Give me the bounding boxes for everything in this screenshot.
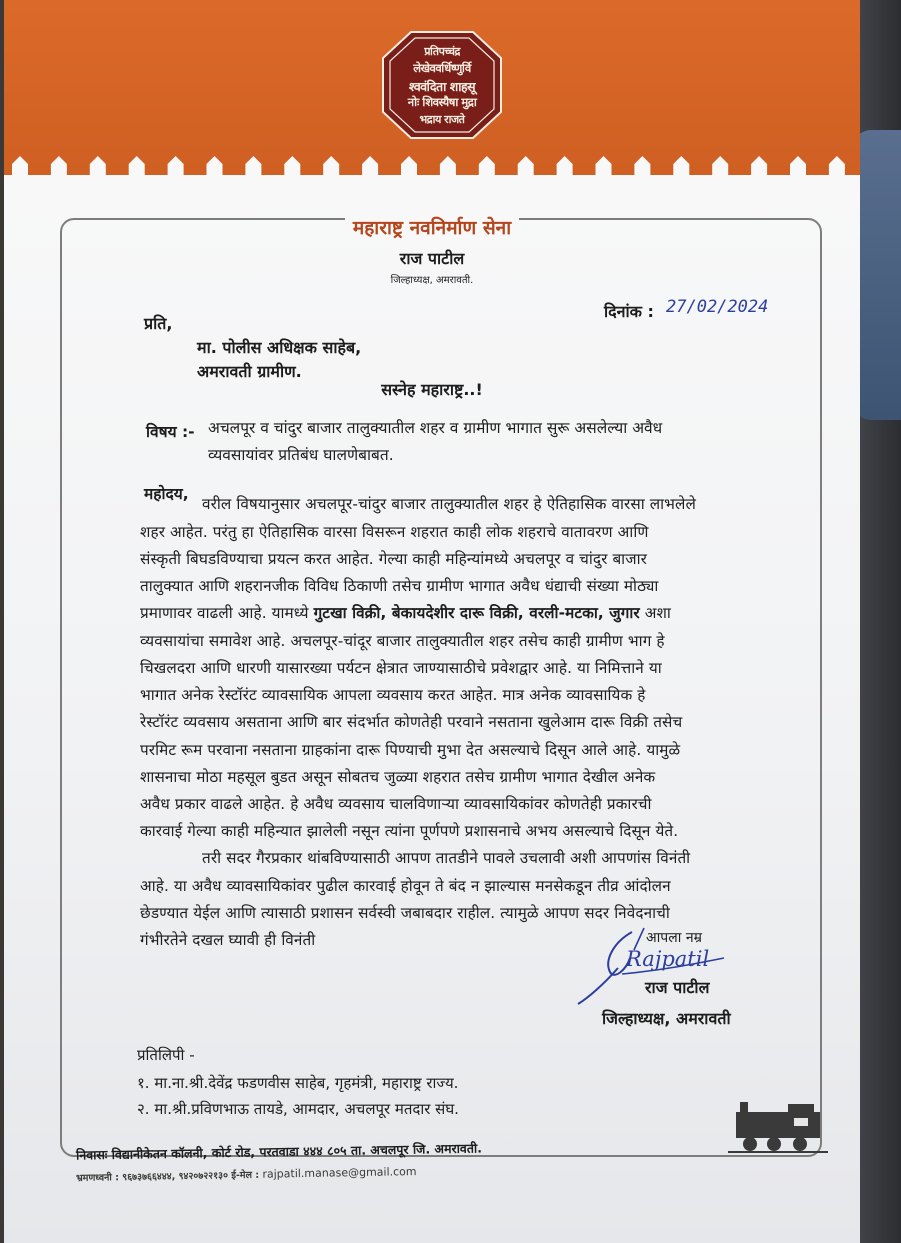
highlighted-text: गुटखा विक्री, बेकायदेशीर दारू विक्री, वरली-मटका, जुगार	[313, 604, 640, 622]
closing-phrase: आपला नम्र	[646, 930, 702, 946]
seal-text-line: प्रतिपच्चंद्र	[424, 45, 460, 58]
body-line: शासनाचा मोठा महसूल बुडत असून सोबतच जुळ्या शहरात तसेच ग्रामीण भागात देखील अनेक	[140, 768, 656, 786]
subject-text: अचलपूर व चांदुर बाजार तालुक्यातील शहर व ग्रामीण भागात सुरू असलेल्या अवैध	[208, 419, 663, 437]
body-line: अवैध प्रकार वाढले आहेत. हे अवैध व्यवसाय चालविणाऱ्या व्यावसायिकांवर कोणतेही प्रकारची	[140, 795, 652, 813]
seal-text-line: नोः शिवस्यैषा मुद्रा	[407, 95, 477, 109]
body-line: आहे. या अवैध व्यावसायिकांवर पुढील कारवाई होवून ते बंद न झाल्यास मनसेकडून तीव्र आंदोलन	[140, 877, 671, 895]
background-fabric	[853, 130, 901, 420]
sender-name: राज पाटील	[399, 249, 465, 268]
body-line: भागात अनेक रेस्टॉरंट व्यावसायिक आपला व्यवसाय करत आहेत. मात्र अनेक व्यावसायिक हे	[140, 686, 646, 704]
signature-text: Rajpatil	[626, 947, 710, 971]
body-line: तालुक्यात आणि शहरानजीक विविध ठिकाणी तसेच ग्रामीण भागात अवैध धंद्याची संख्या मोठ्या	[140, 577, 659, 595]
salutation: महोदय,	[144, 485, 189, 503]
body-line: गंभीरतेने दखल घ्यावी ही विनंती	[140, 931, 316, 949]
railway-engine-icon	[726, 1098, 830, 1154]
body-line: तरी सदर गैरप्रकार थांबविण्यासाठी आपण तातडीने पावले उचलावी अशी आपणांस विनंती	[202, 849, 691, 867]
greeting: सस्नेह महाराष्ट्र..!	[381, 380, 483, 399]
body-line: परमिट रूम परवाना नसताना ग्राहकांना दारू पिण्याची मुभा देत असल्याचे दिसून आले आहे. यामुळे	[140, 741, 681, 759]
subject-text: व्यवसायांवर प्रतिबंध घालणेबाबत.	[208, 446, 394, 464]
body-line: प्रमाणावर वाढली आहे. यामध्ये गुटखा विक्री, बेकायदेशीर दारू विक्री, वरली-मटका, जुगार अशा	[140, 604, 671, 622]
body-line: वरील विषयानुसार अचलपूर-चांदुर बाजार तालुक्यातील शहर हे ऐतिहासिक वारसा लाभलेले	[202, 495, 696, 513]
date-label: दिनांक :	[604, 302, 654, 321]
seal-text-line: श्ववंदिता शाहसू	[408, 79, 476, 94]
signoff-name: राज पाटील	[645, 978, 710, 997]
body-line: चिखलदरा आणि धारणी यासारख्या पर्यटन क्षेत्रात जाण्यासाठीचे प्रवेशद्वार आहे. या निमित्ताने या	[140, 659, 662, 677]
copy-list-item: १. मा.ना.श्री.देवेंद्र फडणवीस साहेब, गृहमंत्री, महाराष्ट्र राज्य.	[137, 1074, 459, 1092]
body-line: संस्कृती बिघडविण्याचा प्रयत्न करत आहेत. गेल्या काही महिन्यांमध्ये अचलपूर व चांदुर बाजार	[140, 550, 648, 568]
signoff-designation: जिल्हाध्यक्ष, अमरावती	[602, 1009, 731, 1028]
body-line: व्यवसायांचा समावेश आहे. अचलपूर-चांदूर बाजार तालुक्यातील शहर तसेच काही ग्रामीण भाग हे	[140, 632, 665, 650]
copy-list-item: २. मा.श्री.प्रविणभाऊ तायडे, आमदार, अचलपूर मतदार संघ.	[137, 1100, 459, 1118]
fort-wall-decoration	[4, 150, 860, 196]
copy-label: प्रतिलिपी -	[137, 1046, 195, 1064]
footer-address: निवासः विद्यानीकेतन कॉलनी, कोर्ट रोड, परतवाडा ४४४ ८०५ ता. अचलपूर जि. अमरावती.	[75, 1140, 483, 1163]
footer-contact: भ्रमणध्वनी : ९६७३७६६४४४, ९४२०७२२१३० ई-मेल : rajpatil.manase@gmail.com	[75, 1165, 417, 1184]
organization-title: महाराष्ट्र नवनिर्माण सेना	[4, 214, 860, 240]
shivaji-seal-logo	[381, 30, 503, 140]
recipient-line: अमरावती ग्रामीण.	[197, 362, 302, 381]
body-line: शहर आहेत. परंतु हा ऐतिहासिक वारसा विसरून शहरात काही लोक शहराचे वातावरण आणि	[140, 523, 649, 541]
letter-sheet	[4, 0, 860, 1243]
subject-label: विषय :-	[146, 423, 195, 441]
footer-email: rajpatil.manase@gmail.com	[262, 1165, 417, 1181]
body-line: रेस्टॉरंट व्यवसाय असताना आणि बार संदर्भात कोणतेही परवाने नसताना खुलेआम दारू विक्री तसेच	[140, 713, 683, 731]
seal-text-line: भद्राय राजते	[419, 113, 465, 126]
sender-designation: जिल्हाध्यक्ष, अमरावती.	[390, 275, 474, 286]
recipient-line: मा. पोलीस अधिक्षक साहेब,	[197, 338, 362, 357]
body-line: छेडण्यात येईल आणि त्यासाठी प्रशासन सर्वस्वी जबाबदार राहील. त्यामुळे आपण सदर निवेदनाची	[140, 904, 670, 922]
seal-text-line: लेखेववर्धिष्णुर्वि	[413, 61, 471, 75]
date-value: 27/02/2024	[666, 297, 769, 317]
to-label: प्रति,	[144, 314, 173, 333]
body-line: कारवाई गेल्या काही महिन्यात झालेली नसून त्यांना पूर्णपणे प्रशासनाचे अभय असल्याचे दिसून येते.	[140, 822, 679, 840]
